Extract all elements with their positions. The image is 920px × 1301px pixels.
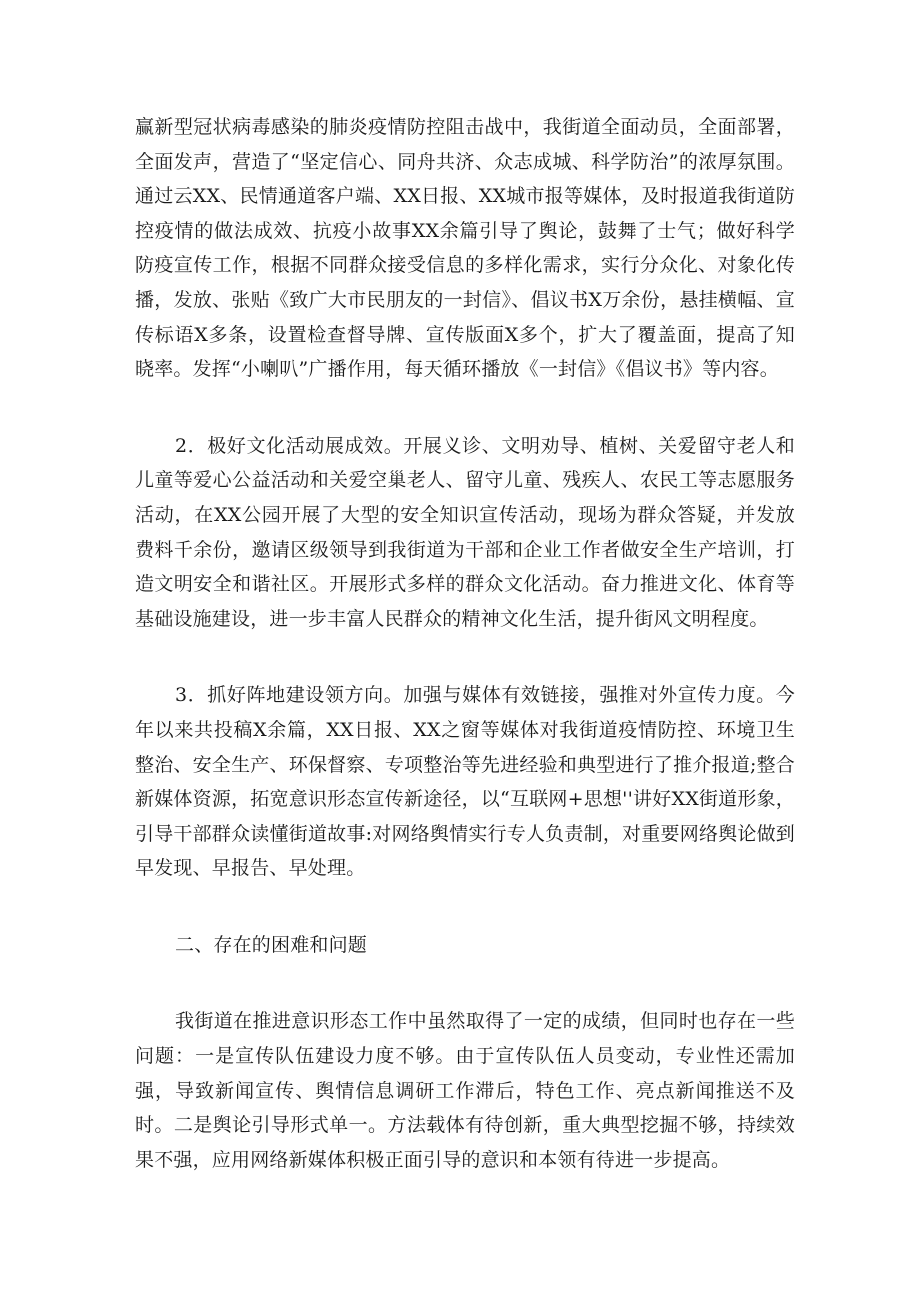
section-heading-difficulties: 二、存在的困难和问题 — [175, 933, 368, 956]
paragraph-cultural-activities: 2．极好文化活动展成效。开展义诊、文明劝导、植树、关爱留守老人和儿童等爱心公益活动和关爱空巢老人、留守儿童、残疾人、农民工等志愿服务活动，在XX公园开展了大型的安全知识宣传活动，现场为群众答疑，并发放费料千余份，邀请区级领导到我街道为干部和企业工作者做安全生产培训，打造文明安全和谐社区。开展形式多样的群众文化活动。奋力推进文化、体育等基础设施建设，进一步丰富人民群众的精神文化生活，提升街风文明程度。 — [135, 434, 795, 630]
paragraph-position-building: 3．抓好阵地建设领方向。加强与媒体有效链接，强推对外宣传力度。今年以来共投稿X余篇，XX日报、XX之窗等媒体对我街道疫情防控、环境卫生整治、安全生产、环保督察、专项整治等先进经验和典型进行了推介报道;整合新媒体资源，拓宽意识形态宣传新途径，以“互联网+思想''讲好XX街道形象，引导干部群众读懂街道故事:对网络舆情实行专人负责制，对重要网络舆论做到早发现、早报告、早处理。 — [135, 684, 795, 880]
document-body — [135, 110, 795, 1177]
paragraph-problems: 我街道在推进意识形态工作中虽然取得了一定的成绩，但同时也存在一些问题：一是宣传队伍建设力度不够。由于宣传队伍人员变动，专业性还需加强，导致新闻宣传、舆情信息调研工作滞后，特色工作、亮点新闻推送不及时。二是舆论引导形式单一。方法载体有待创新，重大典型挖掘不够，持续效果不强，应用网络新媒体积极正面引导的意识和本领有待进一步提高。 — [135, 1010, 795, 1171]
paragraph-epidemic-publicity: 赢新型冠状病毒感染的肺炎疫情防控阻击战中，我街道全面动员，全面部署，全面发声，营造了“坚定信心、同舟共济、众志成城、科学防治”的浓厚氛围。通过云XX、民情通道客户端、XX日报、XX城市报等媒体，及时报道我街道防控疫情的做法成效、抗疫小故事XX余篇引导了舆论，鼓舞了士气；做好科学防疫宣传工作，根据不同群众接受信息的多样化需求，实行分众化、对象化传播，发放、张贴《致广大市民朋友的一封信》、倡议书X万余份，悬挂横幅、宣传标语X多条，设置检查督导牌、宣传版面X多个，扩大了覆盖面，提高了知晓率。发挥“小喇叭”广播作用，每天循环播放《一封信》《倡议书》等内容。 — [135, 116, 795, 381]
